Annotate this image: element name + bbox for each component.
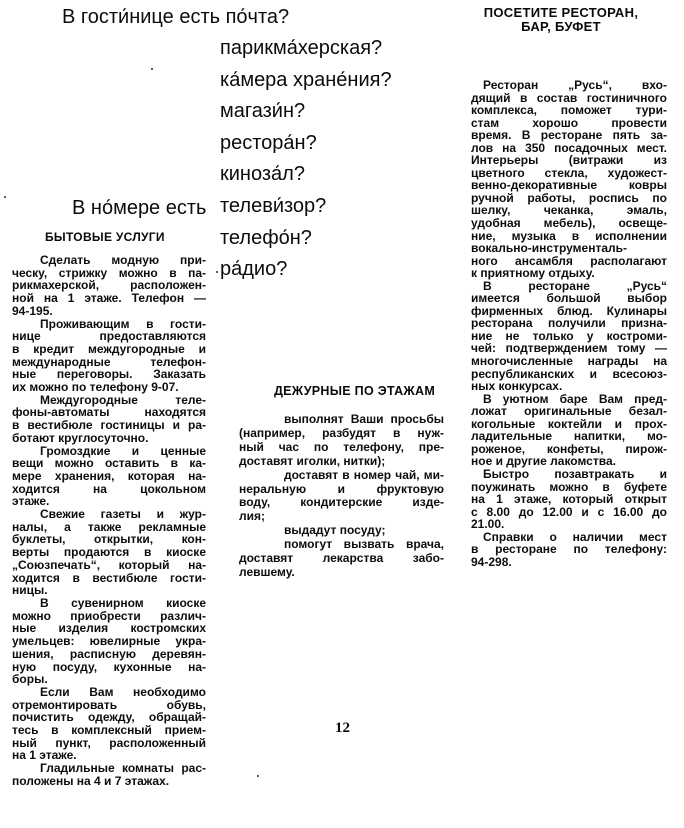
restaurant-heading-line2: БАР, БУФЕТ xyxy=(521,18,601,34)
text-line: почистить одежду, обращай- xyxy=(12,710,206,725)
text-line: когольные коктейли и прох- xyxy=(471,416,667,431)
paragraph xyxy=(239,538,444,580)
text-line: доставят иголки, нитки); xyxy=(239,453,386,468)
text-line: воду, кондитерские изде- xyxy=(239,495,444,510)
text-line: дящий в состав гостиничного xyxy=(471,90,667,105)
text-line: левшему. xyxy=(239,564,295,579)
text-line: поужинать можно в буфете xyxy=(471,479,667,494)
text-line: В сувенирном киоске xyxy=(40,595,206,610)
household-services-column xyxy=(12,254,206,788)
text-line: 21.00. xyxy=(471,517,505,532)
text-line: на 1 этаже, который открыт xyxy=(471,492,667,507)
text-line: ладительные напитки, мо- xyxy=(471,429,667,444)
text-line: Интерьеры (витражи из xyxy=(471,153,667,168)
text-line: чей: подтверждением тому — xyxy=(471,341,667,356)
text-line: В уютном баре Вам пред- xyxy=(483,391,667,406)
paragraph xyxy=(12,254,206,318)
text-line: ресторана получили призна- xyxy=(471,316,667,331)
text-line: роженое, конфеты, пирож- xyxy=(471,441,667,456)
text-line: отремонтировать обувь, xyxy=(12,697,206,712)
paragraph xyxy=(12,445,206,509)
text-line: ную посуду, кухонные на- xyxy=(12,659,206,674)
text-line: ницы. xyxy=(12,583,48,598)
text-line: ный час по телефону, пре- xyxy=(239,439,444,454)
text-line: этаже. xyxy=(12,494,50,509)
text-line: Свежие газеты и жур- xyxy=(40,507,206,522)
text-line: время. В ресторане пять за- xyxy=(471,128,667,143)
paragraph xyxy=(239,524,444,538)
text-line: неральную и фруктовую xyxy=(239,481,444,496)
text-line: Громоздкие и ценные xyxy=(40,443,206,458)
paragraph xyxy=(471,468,667,531)
scan-speck xyxy=(216,271,218,273)
text-line: Проживающим в гости- xyxy=(40,316,206,331)
text-line: ное и другие лакомства. xyxy=(471,454,616,469)
text-line: 94-195. xyxy=(12,303,53,318)
text-line: выдадут посуду; xyxy=(284,523,386,538)
text-line: „Союзпечать“, который на- xyxy=(12,557,206,572)
text-line: Справки о наличии мест xyxy=(483,529,667,544)
text-line: положены на 4 и 7 этажах. xyxy=(12,773,170,788)
paragraph xyxy=(239,413,444,469)
text-line: (например, разбудят в нуж- xyxy=(239,425,444,440)
text-line: к приятному отдыху. xyxy=(471,266,595,281)
text-line: удобная мебель), освеще- xyxy=(471,216,667,231)
text-line: В ресторане „Русь“ xyxy=(483,278,667,293)
paragraph xyxy=(12,762,206,787)
text-line: ложат оригинальные безал- xyxy=(471,404,667,419)
paragraph xyxy=(471,79,667,280)
text-line: буклеты, открытки, кон- xyxy=(12,532,206,547)
household-services-heading: БЫТОВЫЕ УСЛУГИ xyxy=(45,230,165,244)
paragraph xyxy=(12,508,206,597)
text-line: ных конкурсах. xyxy=(471,379,563,394)
text-line: ной на 1 этаже. Телефон — xyxy=(12,291,206,306)
paragraph xyxy=(12,597,206,686)
question-item: телефо́н? xyxy=(220,226,312,249)
question-item: телеви́зор? xyxy=(220,194,327,217)
page-number: 12 xyxy=(335,720,350,736)
text-line: ботают круглосуточно. xyxy=(12,430,149,445)
text-line: Междугородные теле- xyxy=(40,392,206,407)
text-line: 94-298. xyxy=(471,554,512,569)
text-line: доставят лекарства забо- xyxy=(239,551,444,566)
text-line: ходится в вестибюле гости- xyxy=(12,570,206,585)
text-line: выполнят Ваши просьбы xyxy=(284,412,444,426)
text-line: фирменных блюд. Кулинары xyxy=(471,303,667,318)
floor-attendants-column xyxy=(239,413,444,580)
text-line: комплекса, поможет тури- xyxy=(471,103,667,118)
text-line: Сделать модную при- xyxy=(40,253,206,267)
text-line: боры. xyxy=(12,672,48,687)
restaurant-column xyxy=(471,79,667,568)
text-line: стам хорошо провести xyxy=(471,115,667,130)
restaurant-heading xyxy=(463,6,659,33)
room-question-header: В но́мере есть xyxy=(72,197,207,219)
hotel-question-header: В гости́нице есть по́чта? xyxy=(62,6,290,28)
question-item: рестора́н? xyxy=(220,131,317,154)
text-line: нице предоставляются xyxy=(12,329,206,344)
text-line: ные изделия костромских xyxy=(12,621,206,636)
text-line: с 8.00 до 12.00 и с 16.00 до xyxy=(471,504,667,519)
paragraph xyxy=(12,394,206,445)
text-line: ние, музыка в исполнении xyxy=(471,228,667,243)
text-line: в кредит междугородные и xyxy=(12,341,206,356)
text-line: можно приобрести различ- xyxy=(12,608,206,623)
paragraph xyxy=(12,318,206,394)
text-line: ручной работы, роспись по xyxy=(471,190,667,205)
text-line: шения, расписную деревян- xyxy=(12,646,206,661)
question-item: парикма́херская? xyxy=(220,37,383,59)
text-line: Если Вам необходимо xyxy=(40,684,206,699)
hotel-questions-list xyxy=(220,33,392,286)
text-line: тесь в комплексный прием- xyxy=(12,723,206,738)
paragraph xyxy=(471,393,667,468)
text-line: фоны-автоматы находятся xyxy=(12,405,206,420)
text-line: многочисленные награды на xyxy=(471,354,667,369)
paragraph xyxy=(239,469,444,525)
paragraph xyxy=(471,531,667,569)
text-line: помогут вызвать врача, xyxy=(284,537,444,552)
text-line: в ресторане по телефону: xyxy=(471,542,667,557)
question-item: ра́дио? xyxy=(220,258,288,281)
question-item: магази́н? xyxy=(220,100,306,123)
text-line: ный пункт, расположенный xyxy=(12,735,206,750)
scan-speck xyxy=(4,196,6,198)
text-line: ходится на цокольном xyxy=(12,481,206,496)
floor-attendants-heading: ДЕЖУРНЫЕ ПО ЭТАЖАМ xyxy=(273,384,436,398)
text-line: вокально-инструменталь- xyxy=(471,241,628,256)
text-line: ные переговоры. Заказать xyxy=(12,367,206,382)
scan-speck xyxy=(151,68,153,70)
paragraph xyxy=(12,686,206,762)
text-line: ние не только у костроми- xyxy=(471,328,667,343)
text-line: доставят в номер чай, ми- xyxy=(284,467,444,482)
text-line: цветного стекла, художест- xyxy=(471,165,667,180)
text-line: ческу, стрижку можно в па- xyxy=(12,265,206,280)
paragraph xyxy=(471,280,667,393)
text-line: лов на 350 посадочных мест. xyxy=(471,140,667,155)
text-line: рикмахерской, расположен- xyxy=(12,278,206,293)
text-line: международные телефон- xyxy=(12,354,206,369)
text-line: их можно по телефону 9-07. xyxy=(12,380,179,395)
text-line: Быстро позавтракать и xyxy=(483,466,667,481)
text-line: Ресторан „Русь“, вхо- xyxy=(483,78,667,92)
text-line: умельцев: ювелирные укра- xyxy=(12,634,206,649)
text-line: ного ансамбля располагают xyxy=(471,253,667,268)
text-line: шелку, чеканка, эмаль, xyxy=(471,203,667,218)
text-line: вещи можно оставить в ка- xyxy=(12,456,206,471)
text-line: республиканских и всесоюз- xyxy=(471,366,667,381)
text-line: мере хранения, которая на- xyxy=(12,468,206,483)
text-line: верты продаются в киоске xyxy=(12,545,206,560)
question-item: киноза́л? xyxy=(220,163,305,186)
text-line: венно-декоративные ковры xyxy=(471,178,667,193)
text-line: налы, а также рекламные xyxy=(12,519,206,534)
question-item: ка́мера хране́ния? xyxy=(220,68,392,91)
text-line: в вестибюле гостиницы и ра- xyxy=(12,418,206,433)
text-line: Гладильные комнаты рас- xyxy=(40,761,206,776)
restaurant-heading-line1: ПОСЕТИТЕ РЕСТОРАН, xyxy=(483,5,639,20)
scan-speck xyxy=(257,775,259,777)
text-line: имеется большой выбор xyxy=(471,291,667,306)
text-line: на 1 этаже. xyxy=(12,748,77,763)
text-line: лия; xyxy=(239,509,265,524)
